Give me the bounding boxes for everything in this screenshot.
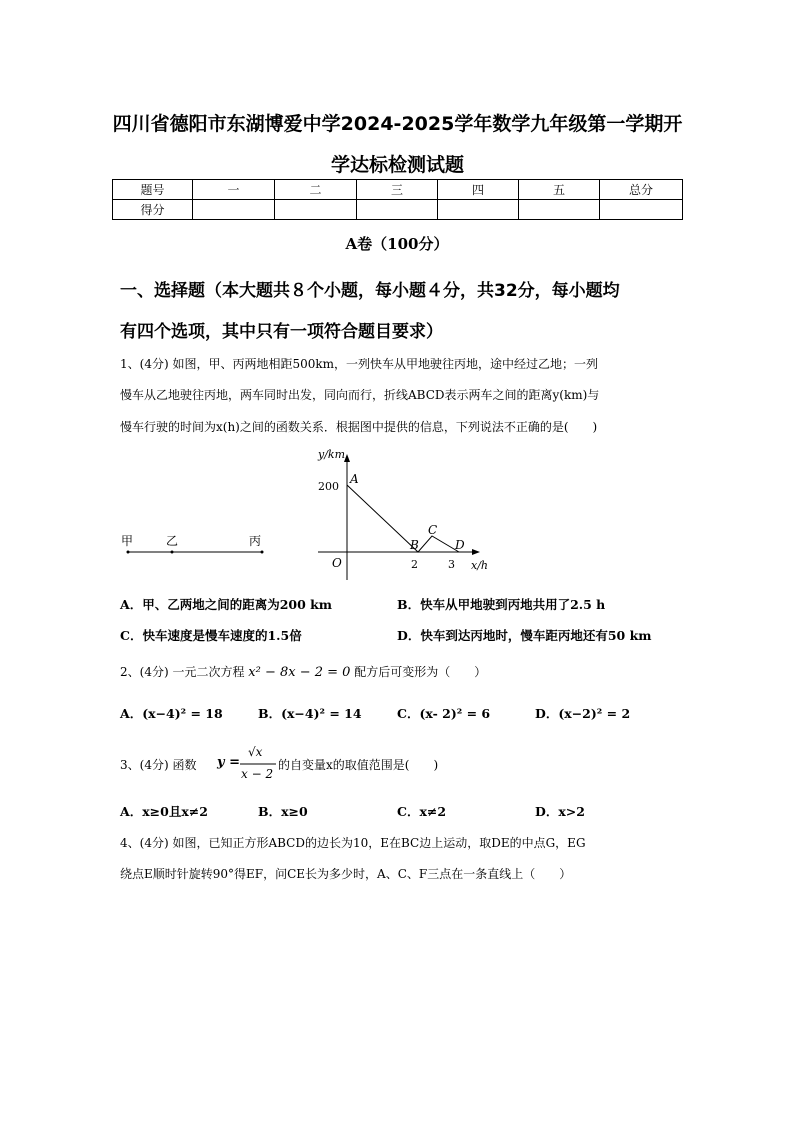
q1-text-line1: 1、(4分) 如图，甲、丙两地相距500km，一列快车从甲地驶往丙地，途中经过乙地；一列: [120, 357, 599, 371]
polyline-abcd: [347, 485, 459, 552]
q4-text-line2: 绕点E顺时针旋转90°得EF，问CE长为多少时，A、C、F三点在一条直线上（ ）: [120, 867, 572, 881]
q2-option-b[interactable]: B．(x−4)² = 14: [258, 706, 362, 721]
q2-option-d[interactable]: D．(x−2)² = 2: [535, 706, 631, 721]
q4-text-line1: 4、(4分) 如图，已知正方形ABCD的边长为10，E在BC边上运动，取DE的中点G，EG: [120, 836, 586, 850]
score-header-cell: 五: [519, 180, 600, 200]
q3-option-d[interactable]: D．x>2: [535, 804, 585, 819]
y-tick-200: 200: [318, 480, 339, 493]
point-label-a: A: [350, 472, 359, 486]
q2-equation: x² − 8x − 2 = 0: [248, 665, 351, 680]
score-header-cell: 一: [193, 180, 275, 200]
score-header-cell: 二: [275, 180, 357, 200]
q3-denominator: x − 2: [241, 767, 274, 781]
score-row-label: 得分: [113, 200, 193, 220]
point-label-c: C: [428, 523, 438, 537]
x-tick-3: 3: [448, 558, 455, 571]
exam-title-line1: 四川省德阳市东湖博爱中学2024-2025学年数学九年级第一学期开: [112, 113, 683, 135]
score-header-cell: 四: [438, 180, 519, 200]
point-label-b: B: [410, 538, 419, 552]
q3-option-a[interactable]: A．x≥0且x≠2: [120, 804, 208, 819]
q3-option-b[interactable]: B．x≥0: [258, 804, 308, 819]
q1-text-line2: 慢车从乙地驶往丙地，两车同时出发，同向而行，折线ABCD表示两车之间的距离y(km)与: [120, 388, 600, 402]
q1-option-d[interactable]: D．快车到达丙地时，慢车距丙地还有50 km: [397, 628, 652, 643]
score-header-cell: 题号: [113, 180, 193, 200]
x-axis-label: x/h: [471, 559, 488, 572]
place-dot-jia: [127, 551, 130, 554]
part1-heading-line1: 一、选择题（本大题共８个小题，每小题４分，共32分，每小题均: [120, 281, 620, 301]
exam-title-line2: 学达标检测试题: [330, 154, 464, 176]
origin-label: O: [332, 556, 342, 570]
place-label-yi: 乙: [166, 534, 179, 548]
q1-option-b[interactable]: B．快车从甲地驶到丙地共用了2.5 h: [397, 597, 606, 612]
q2-text-after: 配方后可变形为（ ）: [354, 665, 487, 679]
q3-option-c[interactable]: C．x≠2: [397, 804, 447, 819]
score-header-cell: 三: [357, 180, 438, 200]
q1-text-line3: 慢车行驶的时间为x(h)之间的函数关系．根据图中提供的信息，下列说法不正确的是( ): [120, 420, 598, 434]
q2-option-c[interactable]: C．(x- 2)² = 6: [397, 706, 491, 721]
q3-text-after: 的自变量x的取值范围是( ): [278, 758, 439, 772]
place-label-bing: 丙: [249, 534, 262, 548]
point-label-d: D: [455, 538, 465, 552]
place-dot-yi: [171, 551, 174, 554]
q2-text: [120, 663, 680, 680]
q3-text-before: 3、(4分) 函数: [120, 758, 197, 772]
q3-numerator: √x: [248, 745, 263, 759]
q1-option-a[interactable]: A．甲、乙两地之间的距离为200 km: [120, 597, 333, 612]
section-a-heading: A卷（100分）: [345, 235, 449, 253]
q3-func-y: y =: [217, 755, 240, 770]
q1-option-c[interactable]: C．快车速度是慢车速度的1.5倍: [120, 628, 302, 643]
place-label-jia: 甲: [121, 534, 134, 548]
y-axis-label: y/km: [318, 448, 346, 461]
score-header-cell: 总分: [600, 180, 683, 200]
x-tick-2: 2: [411, 558, 418, 571]
place-dot-bing: [261, 551, 264, 554]
x-axis-arrow: [472, 549, 480, 555]
part1-heading-line2: 有四个选项，其中只有一项符合题目要求）: [120, 322, 443, 342]
q2-option-a[interactable]: A．(x−4)² = 18: [120, 706, 223, 721]
q2-text-before: 2、(4分) 一元二次方程: [120, 665, 245, 679]
